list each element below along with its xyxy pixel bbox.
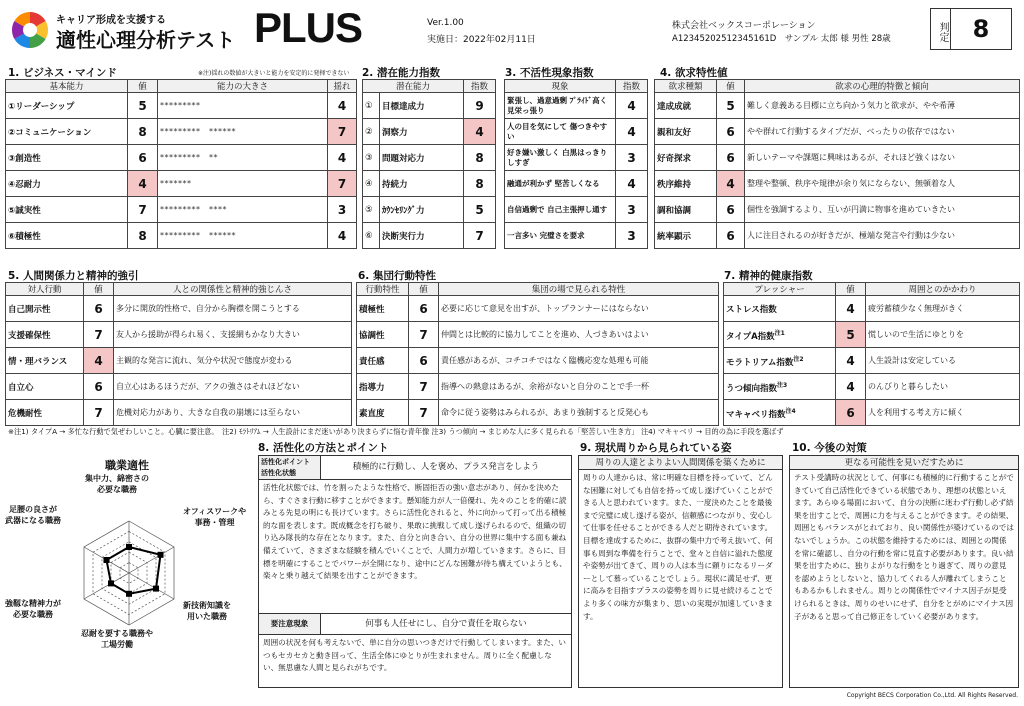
table-row	[724, 374, 1020, 400]
ability-value: 7	[128, 197, 158, 223]
relation-name: 危機耐性	[6, 400, 84, 426]
radar-point	[126, 544, 132, 550]
s5-table	[5, 282, 352, 426]
s8-box	[258, 455, 572, 688]
table-row	[724, 322, 1020, 348]
table-row	[6, 296, 352, 322]
radar-point	[108, 580, 114, 586]
relation-value: 6	[84, 374, 114, 400]
radar-spoke	[84, 573, 129, 599]
table-row	[363, 145, 496, 171]
s10-text: テスト受講時の状況として、何事にも積極的に行動することができていて自己活性化できている状態であり、理想の状態といえます。あらゆる場面において、自分の決断に迷わず行動し必ず結果を出すことで、周囲に力を与えることができます。その結果、周囲ともバランスがとれており、良い関係性が築けているのではないでしょうか。この状態を維持するためには、周囲との関係を常に確認し、自分の行動を常に見直す必要があります。良い結果を出すために、独りよがりな行動をとり過ぎて、周りの意見を認めようとしないと、協力してくれる人が離れてしまうこともあるかもしれません。周りとの関係性でマイナス因子が見受けられるときは、周りのせいにせず、自分をとがめにマイナス因子があると思って自己修正をしていく必要があります。	[794, 473, 1014, 621]
s1-header-value: 値	[128, 80, 158, 93]
ability-bar: ********* **	[158, 145, 328, 171]
potential-value: 8	[464, 171, 496, 197]
table-row	[505, 171, 648, 197]
s7-header-desc: 周囲とのかかわり	[866, 283, 1020, 296]
potential-name: 持続力	[380, 171, 464, 197]
group-value: 6	[409, 348, 439, 374]
desire-value: 6	[717, 223, 745, 249]
candidate-info: A12345202512345161D サンプル 太郎 様 男性 28歳	[672, 34, 891, 44]
row-no: ①	[363, 93, 380, 119]
health-name	[724, 322, 836, 348]
potential-value: 9	[464, 93, 496, 119]
table-row	[505, 223, 648, 249]
radar-spoke	[129, 573, 174, 599]
health-value: 4	[836, 296, 866, 322]
table-row	[363, 171, 496, 197]
s4-table	[654, 79, 1020, 249]
s9-title: 9. 現状周りから見られている姿	[580, 442, 732, 454]
s2-header-index: 指数	[464, 80, 496, 93]
phenomenon-name: 緊張し、過意過剰 ﾌﾟﾗｲﾄﾞ高く見栄っ張り	[505, 93, 616, 119]
version: Ver.1.00	[427, 18, 464, 28]
s4-title: 4. 欲求特性値	[660, 67, 728, 79]
s8-heading2: 何事も人任せにし、自分で責任を取らない	[365, 619, 527, 629]
s1-table	[5, 79, 357, 249]
phenomenon-value: 4	[616, 119, 648, 145]
table-row	[6, 374, 352, 400]
health-value: 4	[836, 348, 866, 374]
s1-header-ability: 基本能力	[6, 80, 128, 93]
table-row	[363, 197, 496, 223]
desire-desc: 人に注目されるのが好きだが、極端な発言や行動は少ない	[745, 223, 1020, 249]
copyright: Copyright BECS Corporation Co.,Ltd. All Rights Reserved.	[846, 692, 1018, 699]
radar-label-line: 忍耐を要する職務や	[81, 629, 153, 638]
radar-point	[158, 552, 164, 558]
health-name	[724, 348, 836, 374]
group-desc: 責任感があるが、コチコチではなく臨機応変な処理も可能	[439, 348, 719, 374]
group-name: 協調性	[357, 322, 409, 348]
table-row	[655, 119, 1020, 145]
group-value: 7	[409, 374, 439, 400]
table-row	[505, 93, 648, 119]
radar-label-line: 集中力、綿密さの	[85, 474, 149, 483]
phenomenon-value: 3	[616, 197, 648, 223]
s8-text1: 活性化状態では、竹を割ったような性格で、断固拒否の強い意志があり、何かを決めたら、すぐさま行動に移すことができます。懸知能力が人一倍優れ、先々のことを的確に読みとる先見の明にも長けています。さらに活性化されると、外に向かって打って出る積極的な面を表します。既成概念を打ち破り、果敢に挑戦して成し遂げられるので、組織の切り込み隊長的な存在となります。また、自分と向き合い、自分の世界に集中する面も兼ね備えていて、さまざまな経験を積んでいくことで、人間力が増していきます。さらに、目標を明確にすることでパワーが全開になり、途中にどんな困難が待ち構えていようとも、楽々と乗り越えて結果を出すことができます。	[263, 483, 567, 581]
ability-name: ③創造性	[6, 145, 128, 171]
s2-header-name: 潜在能力	[363, 80, 464, 93]
judge-value: 8	[972, 15, 990, 43]
radar-label-line: 武器になる職務	[5, 516, 61, 525]
health-note: 注3	[777, 381, 788, 389]
desire-name: 秩序維持	[655, 171, 717, 197]
ability-sway: 4	[328, 223, 357, 249]
s6-title: 6. 集団行動特性	[358, 270, 436, 282]
s7-header-value: 値	[836, 283, 866, 296]
health-value: 6	[836, 400, 866, 426]
desire-name: 統率顕示	[655, 223, 717, 249]
health-name-text: マキャベリ指数	[726, 409, 786, 420]
radar-label-line: 新技術知識を	[183, 601, 231, 610]
desire-value: 6	[717, 145, 745, 171]
relation-value: 7	[84, 322, 114, 348]
ability-name: ②コミュニケーション	[6, 119, 128, 145]
phenomenon-name: 人の目を気にして 傷つきやすい	[505, 119, 616, 145]
health-desc: のんびりと暮らしたい	[866, 374, 1020, 400]
health-desc: 人を利用する考え方に傾く	[866, 400, 1020, 426]
group-desc: 必要に応じて意見を出すが、トップランナーにはならない	[439, 296, 719, 322]
s8-head1	[259, 456, 571, 480]
radar-chart	[5, 448, 253, 698]
relation-name: 情・理バランス	[6, 348, 84, 374]
ability-name: ④忍耐力	[6, 171, 128, 197]
s1-header-size: 能力の大きさ	[158, 80, 328, 93]
table-row	[363, 223, 496, 249]
table-row	[6, 348, 352, 374]
phenomenon-name: 一言多い 完璧さを要求	[505, 223, 616, 249]
health-value: 4	[836, 374, 866, 400]
header-title: 適性心理分析テスト	[56, 28, 236, 52]
phenomenon-value: 3	[616, 145, 648, 171]
header-subtitle: キャリア形成を支援する	[56, 15, 166, 26]
health-name-text: タイプA指数	[726, 331, 775, 342]
ability-name: ①リーダーシップ	[6, 93, 128, 119]
ability-sway: 7	[328, 119, 357, 145]
judge-label: 判定	[931, 9, 951, 49]
desire-value: 6	[717, 119, 745, 145]
footnote: ※注1) タイプA → 多忙な行動で気ぜわしいこと。心臓に要注意。 注2) ﾓﾗﾄﾘｱﾑ → 人生設計にまだ迷いがあり決まらずに悩む青年像 注3) うつ傾向 → まじめな人に多く見られる「堅苦しい生き方」 注4) マキャベリ → 目的の為に手段を選ばず	[8, 427, 784, 436]
radar-label-line: 足腰の良さが	[9, 505, 57, 514]
group-value: 7	[409, 400, 439, 426]
table-row	[6, 400, 352, 426]
radar-area	[5, 448, 253, 698]
ability-bar: *******	[158, 171, 328, 197]
s8-label1b: 活性化状態	[261, 469, 296, 477]
phenomenon-value: 3	[616, 223, 648, 249]
group-value: 6	[409, 296, 439, 322]
relation-desc: 自立心はあるほうだが、アクの強さはそれほどない	[114, 374, 352, 400]
radar-point	[126, 591, 132, 597]
health-note: 注1	[774, 329, 785, 337]
phenomenon-value: 4	[616, 171, 648, 197]
phenomenon-name: 融通が利かず 堅苦しくなる	[505, 171, 616, 197]
table-row	[724, 296, 1020, 322]
desire-desc: 難しく意義ある目標に立ち向かう気力と欲求が、やや希薄	[745, 93, 1020, 119]
s10-box	[789, 455, 1019, 688]
desire-value: 4	[717, 171, 745, 197]
table-row	[357, 296, 719, 322]
s5-header-desc: 人との関係性と精神的強じんさ	[114, 283, 352, 296]
desire-name: 調和協調	[655, 197, 717, 223]
s5-header-name: 対人行動	[6, 283, 84, 296]
table-row	[6, 171, 357, 197]
s4-header-type: 欲求種類	[655, 80, 717, 93]
radar-label-line: 用いた職務	[187, 612, 227, 621]
desire-desc: 新しいテーマや課題に興味はあるが、それほど強くはない	[745, 145, 1020, 171]
row-no: ④	[363, 171, 380, 197]
radar-point	[153, 586, 159, 592]
ability-value: 6	[128, 145, 158, 171]
health-name-text: モラトリアム指数	[726, 357, 794, 368]
health-note: 注2	[793, 355, 804, 363]
health-name	[724, 296, 836, 322]
group-desc: 命令に従う姿勢はみられるが、あまり強制すると反発心も	[439, 400, 719, 426]
s9-box	[578, 455, 783, 688]
desire-name: 親和友好	[655, 119, 717, 145]
logo-icon	[10, 10, 50, 50]
potential-value: 4	[464, 119, 496, 145]
table-row	[655, 171, 1020, 197]
desire-desc: 個性を強調するより、互いが円満に物事を進めていきたい	[745, 197, 1020, 223]
s6-table	[356, 282, 719, 426]
s8-text2: 周囲の状況を何も考えないで、単に自分の思いつきだけで行動してしまいます。また、いつもセカセカと動き回って、生活全体にゆとりが生まれません。周りに全く配慮しない、無思慮な人間と見られがちです。	[263, 638, 566, 673]
health-value: 5	[836, 322, 866, 348]
s4-header-value: 値	[717, 80, 745, 93]
desire-desc: やや群れて行動するタイプだが、べったりの依存ではない	[745, 119, 1020, 145]
group-name: 素直度	[357, 400, 409, 426]
group-desc: 仲間とは比較的に協力してことを進め、人づきあいはよい	[439, 322, 719, 348]
table-row	[724, 348, 1020, 374]
table-row	[6, 223, 357, 249]
s6-header-name: 行動特性	[357, 283, 409, 296]
table-row	[655, 145, 1020, 171]
relation-desc: 多分に開放的性格で、自分から胸襟を開こうとする	[114, 296, 352, 322]
potential-value: 8	[464, 145, 496, 171]
ability-value: 5	[128, 93, 158, 119]
phenomenon-value: 4	[616, 93, 648, 119]
desire-value: 6	[717, 197, 745, 223]
ability-bar: ********* ******	[158, 119, 328, 145]
table-row	[357, 374, 719, 400]
group-name: 責任感	[357, 348, 409, 374]
s8-label1a: 活性化ポイント	[261, 458, 310, 466]
s8-head2	[259, 613, 571, 635]
health-name	[724, 374, 836, 400]
s3-table	[504, 79, 648, 249]
table-row	[357, 348, 719, 374]
group-value: 7	[409, 322, 439, 348]
s7-title: 7. 精神的健康指数	[724, 270, 813, 282]
group-name: 積極性	[357, 296, 409, 322]
health-desc: 慌しいので生活にゆとりを	[866, 322, 1020, 348]
relation-desc: 主観的な発言に流れ、気分や状況で態度が変わる	[114, 348, 352, 374]
health-name-text: うつ傾向指数	[726, 383, 778, 394]
s1-note: ※注)揺れの数値が大きいと能力を安定的に発揮できない	[198, 70, 350, 77]
s5-header-value: 値	[84, 283, 114, 296]
ability-value: 8	[128, 223, 158, 249]
row-no: ⑤	[363, 197, 380, 223]
table-row	[6, 93, 357, 119]
desire-value: 5	[717, 93, 745, 119]
s1-header-sway: 揺れ	[328, 80, 357, 93]
relation-desc: 友人から援助が得られ易く、支援網もかなり大きい	[114, 322, 352, 348]
relation-value: 6	[84, 296, 114, 322]
potential-name: 決断実行力	[380, 223, 464, 249]
table-row	[363, 93, 496, 119]
table-row	[6, 119, 357, 145]
health-name-text: ストレス指数	[726, 304, 777, 315]
s8-label1	[259, 456, 321, 479]
table-row	[724, 400, 1020, 426]
ability-sway: 7	[328, 171, 357, 197]
radar-label-line: 必要な職務	[97, 485, 137, 494]
group-desc: 指導への熱意はあるが、余裕がないと自分のことで手一杯	[439, 374, 719, 400]
s6-header-value: 値	[409, 283, 439, 296]
ability-value: 8	[128, 119, 158, 145]
test-date: 実施日：2022年02月11日	[427, 35, 536, 45]
relation-desc: 危機対応力があり、大きな自我の崩壊には至らない	[114, 400, 352, 426]
radar-label-line: 必要な職務	[13, 610, 53, 619]
health-note: 注4	[785, 407, 796, 415]
desire-desc: 整理や整頓、秩序や規律が余り気にならない、無頓着な人	[745, 171, 1020, 197]
radar-title: 職業適性	[105, 459, 149, 472]
radar-label-line: 事務・管理	[194, 518, 235, 527]
table-row	[6, 322, 352, 348]
health-desc: 人生設計は安定している	[866, 348, 1020, 374]
s8-title: 8. 活性化の方法とポイント	[258, 442, 389, 454]
radar-label-line: オフィスワークや	[183, 507, 247, 516]
potential-value: 7	[464, 223, 496, 249]
judge-box	[930, 8, 1012, 50]
table-row	[363, 119, 496, 145]
table-row	[505, 197, 648, 223]
table-row	[6, 145, 357, 171]
potential-name: 目標達成力	[380, 93, 464, 119]
relation-name: 支援確保性	[6, 322, 84, 348]
desire-name: 好奇探求	[655, 145, 717, 171]
row-no: ③	[363, 145, 380, 171]
row-no: ⑥	[363, 223, 380, 249]
radar-label-line: 工場労働	[101, 640, 133, 649]
health-name	[724, 400, 836, 426]
table-row	[655, 197, 1020, 223]
ability-bar: ********* ******	[158, 223, 328, 249]
radar-spoke	[129, 547, 174, 573]
ability-bar: ********* ****	[158, 197, 328, 223]
s1-title: 1. ビジネス・マインド	[8, 67, 117, 79]
s7-header-name: プレッシャー	[724, 283, 836, 296]
relation-value: 7	[84, 400, 114, 426]
s4-header-desc: 欲求の心理的特徴と傾向	[745, 80, 1020, 93]
health-desc: 疲労蓄積少なく無理がきく	[866, 296, 1020, 322]
s3-header-name: 現象	[505, 80, 616, 93]
header-title-plus: PLUS	[254, 4, 363, 51]
company-name: 株式会社ベックスコーポレーション	[672, 21, 816, 31]
desire-name: 達成成就	[655, 93, 717, 119]
table-row	[357, 322, 719, 348]
ability-sway: 3	[328, 197, 357, 223]
potential-value: 5	[464, 197, 496, 223]
row-no: ②	[363, 119, 380, 145]
s8-label2: 要注意現象	[259, 614, 321, 634]
s9-heading: 周りの人達とよりよい人間関係を築くために	[579, 456, 782, 470]
potential-name: 洞察力	[380, 119, 464, 145]
table-row	[655, 223, 1020, 249]
radar-grid	[84, 521, 174, 625]
s8-heading1: 積極的に行動し、人を褒め、プラス発言をしよう	[352, 462, 540, 472]
ability-bar: *********	[158, 93, 328, 119]
ability-name: ⑤誠実性	[6, 197, 128, 223]
ability-sway: 4	[328, 145, 357, 171]
relation-name: 自立心	[6, 374, 84, 400]
potential-name: ｶｳﾝｾﾘﾝｸﾞ力	[380, 197, 464, 223]
radar-point	[103, 557, 109, 563]
radar-label-line: 強靱な精神力が	[5, 599, 61, 608]
potential-name: 問題対応力	[380, 145, 464, 171]
s3-header-index: 指数	[616, 80, 648, 93]
s3-title: 3. 不活性現象指数	[505, 67, 594, 79]
phenomenon-name: 自信過剰で 自己主張押し通す	[505, 197, 616, 223]
ability-name: ⑥積極性	[6, 223, 128, 249]
ability-sway: 4	[328, 93, 357, 119]
relation-value: 4	[84, 348, 114, 374]
s9-text: 周りの人達からは、常に明確な目標を持っていて、どんな困難に対しても自信を持って成し遂げていくことができる人と思われています。また、一度決めたことを最後まで完璧に成し遂げる姿が、信頼感につながり、安心して仕事を任せることができる人だと期待されています。目標を達成するために、抜群の集中力で考え抜いて、何事も周到な準備を行うことで、堂々と自信に溢れた態度や姿勢が出てきて、周りの人は本当に頼りになるリーダーとして慕っていることでしょう。現状に満足せず、更に高みを目指すプラスの姿勢を周りに見せ続けることでより多くの味方が集まり、思いの実現が加速していきます。	[583, 473, 773, 621]
s10-heading: 更なる可能性を見いだすために	[790, 456, 1018, 470]
table-row	[505, 145, 648, 171]
s7-table	[723, 282, 1020, 426]
s6-header-desc: 集団の場で見られる特性	[439, 283, 719, 296]
table-row	[6, 197, 357, 223]
s5-title: 5. 人間関係力と精神的強引	[8, 270, 139, 282]
table-row	[505, 119, 648, 145]
table-row	[357, 400, 719, 426]
group-name: 指導力	[357, 374, 409, 400]
table-row	[655, 93, 1020, 119]
s10-title: 10. 今後の対策	[792, 442, 867, 454]
phenomenon-name: 好き嫌い激しく 白黒はっきりしすぎ	[505, 145, 616, 171]
relation-name: 自己開示性	[6, 296, 84, 322]
s2-table	[362, 79, 496, 249]
s2-title: 2. 潜在能力指数	[362, 67, 440, 79]
ability-value: 4	[128, 171, 158, 197]
